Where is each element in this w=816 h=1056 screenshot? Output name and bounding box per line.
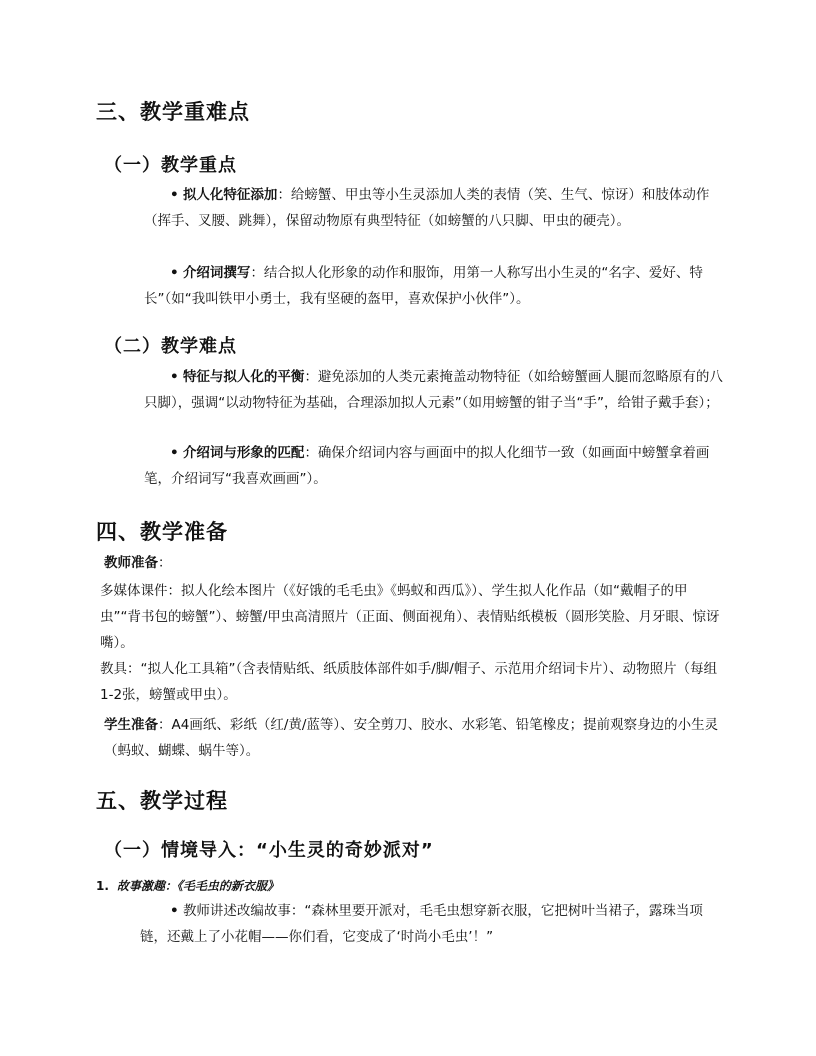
key-point-2-label: 介绍词撰写 [182, 265, 251, 281]
key-point-2-text: ：结合拟人化形象的动作和服饰，用第一人称写出小生灵的“名字、爱好、特长”（如“我叫铁甲小勇士，我有坚硬的盔甲，喜欢保护小伙伴”）。 [144, 265, 703, 307]
section-3-sub-1-heading: （一）教学重点 [104, 155, 237, 176]
difficulty-1-label: 特征与拟人化的平衡 [182, 369, 305, 385]
difficulty-2-label: 介绍词与形象的匹配 [182, 445, 305, 461]
tools-paragraph: 教具：“拟人化工具箱”（含表情贴纸、纸质肢体部件如手/脚/帽子、示范用介绍词卡片）、动物照片（每组1-2张，螃蟹或甲虫）。 [100, 661, 718, 703]
bullet-icon: • [170, 369, 179, 385]
teacher-prep-label-text: 教师准备 [104, 555, 158, 571]
student-prep-label: 学生准备 [104, 717, 158, 733]
teacher-prep-colon: ： [158, 555, 172, 571]
difficulty-2-text: ：确保介绍词内容与画面中的拟人化细节一致（如画面中螃蟹拿着画笔，介绍词写“我喜欢画画”）。 [144, 445, 710, 487]
bullet-icon: • [170, 903, 179, 919]
key-point-2 [144, 260, 724, 312]
difficulty-2 [144, 440, 724, 492]
step-1-number: 1. [96, 879, 109, 893]
bullet-icon: • [170, 265, 179, 281]
key-point-1 [144, 182, 724, 234]
difficulty-1 [144, 364, 724, 416]
story-bullet [140, 898, 724, 950]
section-3-sub-2-heading: （二）教学难点 [104, 336, 237, 357]
section-4-heading: 四、教学准备 [96, 520, 228, 544]
student-prep-paragraph [104, 712, 724, 764]
bullet-icon: • [170, 445, 179, 461]
student-prep-text: ：A4画纸、彩纸（红/黄/蓝等）、安全剪刀、胶水、水彩笔、铅笔橡皮；提前观察身边的小生灵（蚂蚁、蝴蝶、蜗牛等）。 [104, 717, 719, 759]
section-3-heading: 三、教学重难点 [96, 100, 250, 124]
key-point-1-label: 拟人化特征添加 [182, 187, 278, 203]
multimedia-paragraph: 多媒体课件：拟人化绘本图片（《好饿的毛毛虫》《蚂蚁和西瓜》）、学生拟人化作品（如“戴帽子的甲虫”“背书包的螃蟹”）、螃蟹/甲虫高清照片（正面、侧面视角）、表情贴纸模板（圆形笑脸、月牙眼、惊讶嘴）。 [100, 583, 720, 651]
difficulty-1-text: ：避免添加的人类元素掩盖动物特征（如给螃蟹画人腿而忽略原有的八只脚），强调“以动物特征为基础，合理添加拟人元素”（如用螃蟹的钳子当“手”，给钳子戴手套）； [144, 369, 723, 411]
step-1-label: 故事激趣：《毛毛虫的新衣服》 [116, 879, 279, 893]
step-1-heading [96, 877, 279, 894]
teacher-prep-label [104, 550, 728, 576]
bullet-icon: • [170, 187, 179, 203]
key-point-1-text: ：给螃蟹、甲虫等小生灵添加人类的表情（笑、生气、惊讶）和肢体动作（挥手、叉腰、跳舞），保留动物原有典型特征（如螃蟹的八只脚、甲虫的硬壳）。 [144, 187, 710, 229]
section-5-sub-1-heading: （一）情境导入：“小生灵的奇妙派对” [104, 840, 434, 861]
section-5-heading: 五、教学过程 [96, 789, 228, 813]
story-bullet-text: 教师讲述改编故事：“森林里要开派对，毛毛虫想穿新衣服，它把树叶当裙子，露珠当项链，还戴上了小花帽——你们看，它变成了‘时尚小毛虫’！” [140, 903, 703, 945]
